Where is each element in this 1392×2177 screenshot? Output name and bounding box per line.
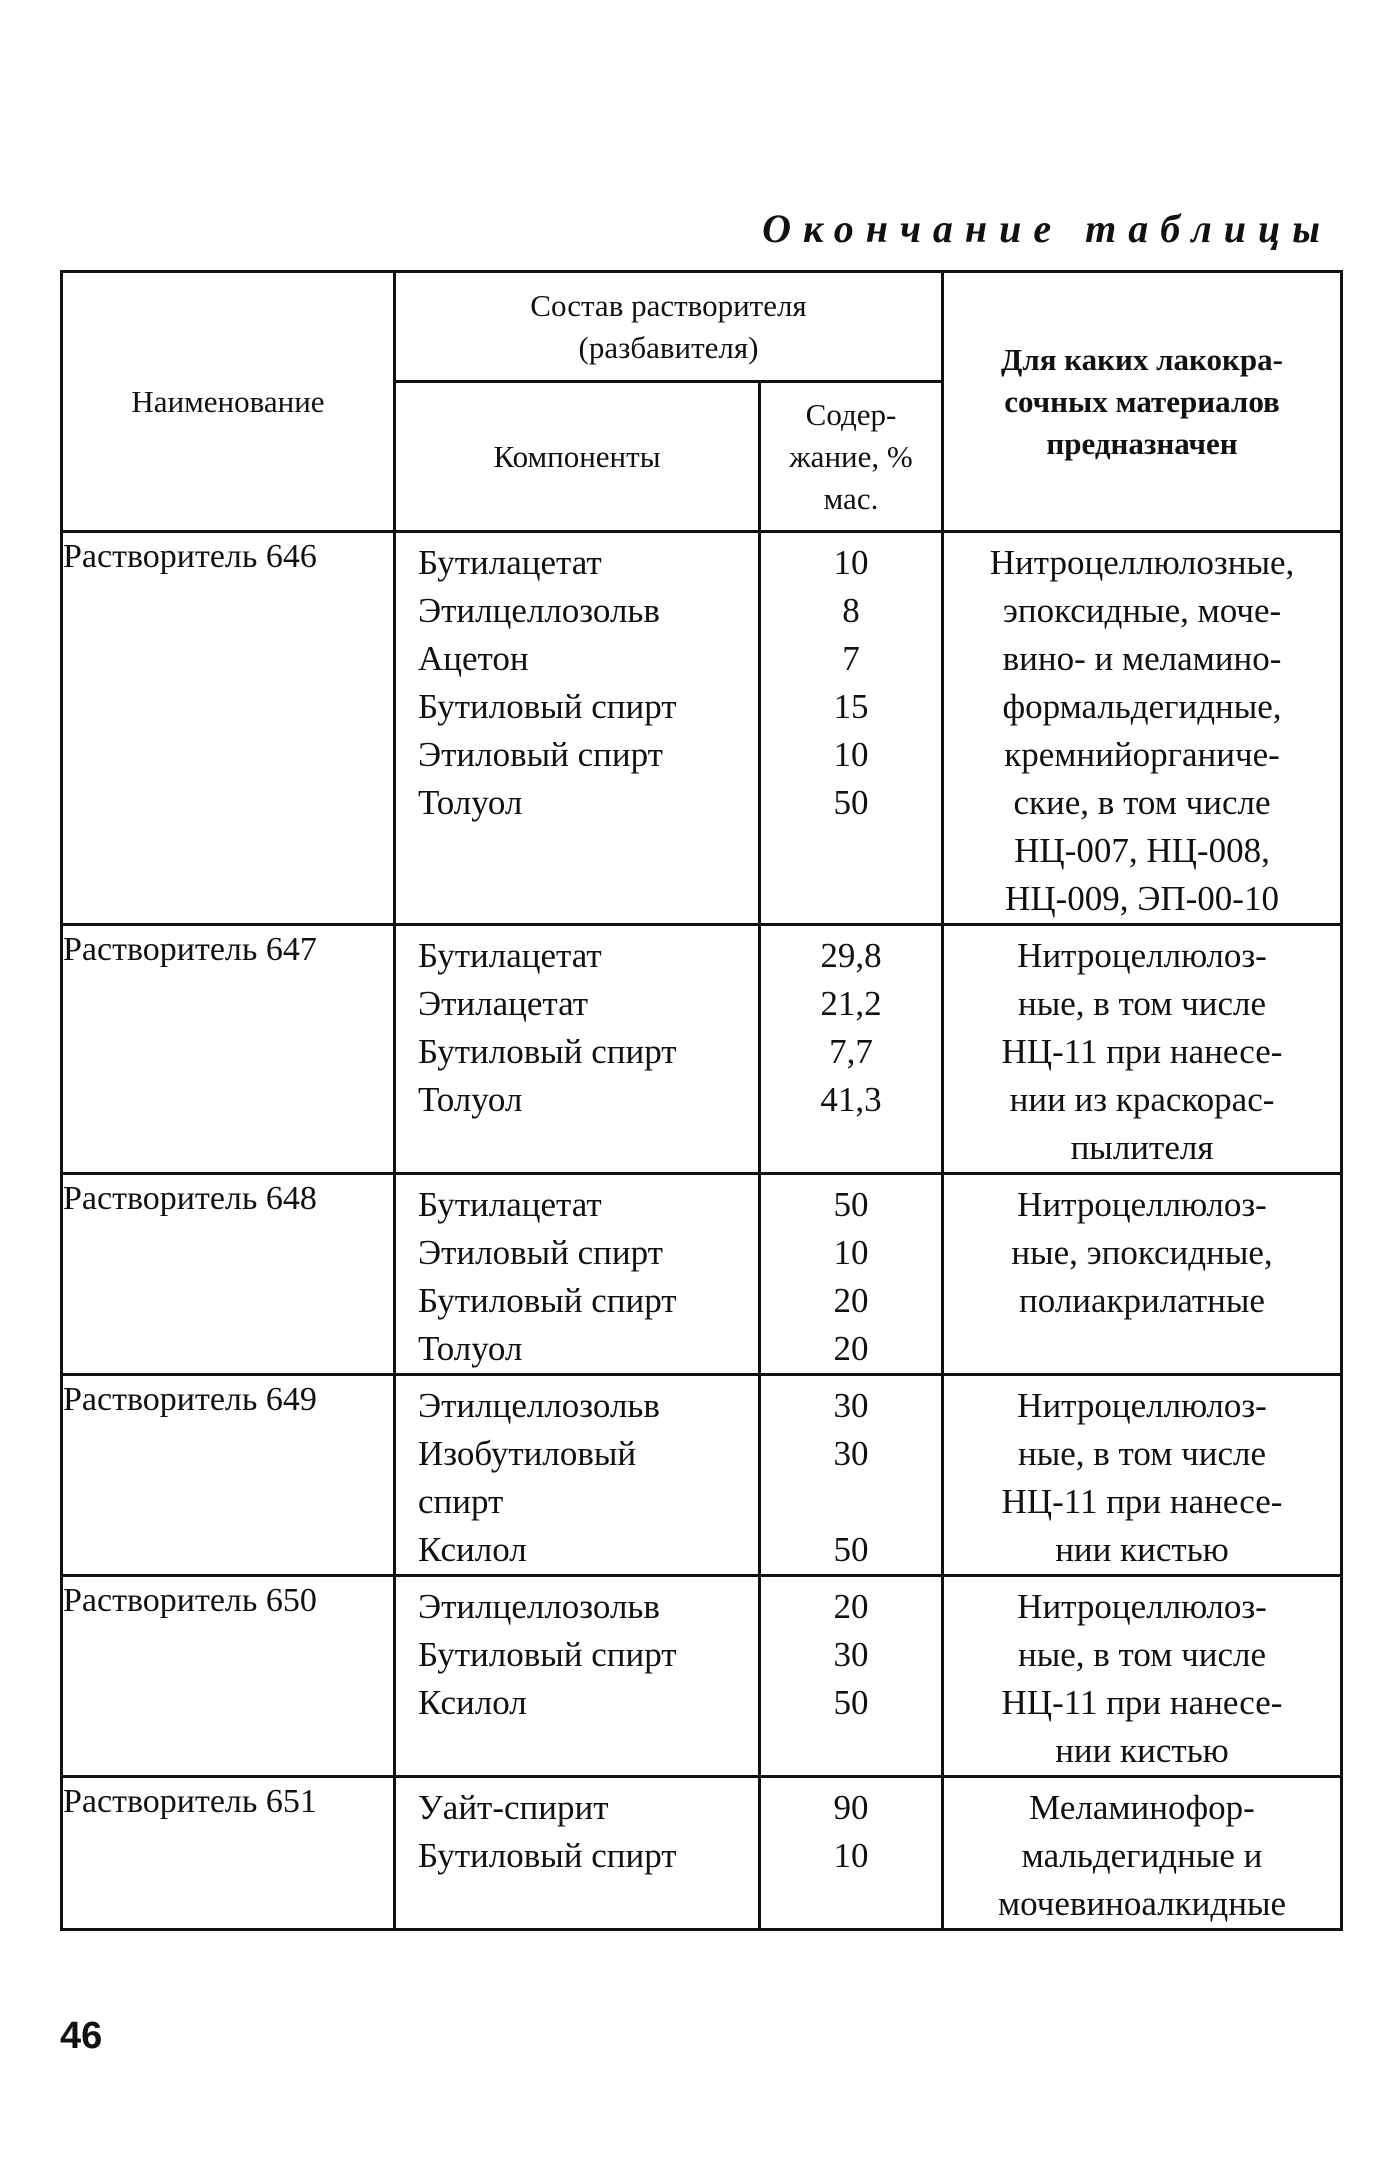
content-value: 21,2 [820, 984, 882, 1023]
purpose-line: Нитроцеллюлозные, [989, 543, 1295, 582]
content-value: 10 [833, 543, 869, 582]
content-value: 10 [833, 1836, 869, 1875]
row-purpose [943, 532, 1342, 925]
purpose-line: полиакрилатные [1019, 1281, 1265, 1320]
purpose-line: ные, в том числе [1018, 1434, 1266, 1473]
table-body [62, 532, 1342, 1930]
row-name: Растворитель 651 [62, 1777, 395, 1930]
component: Бутиловый спирт [418, 1836, 677, 1875]
component: Бутилацетат [418, 543, 602, 582]
row-content [760, 1174, 943, 1375]
component: спирт [418, 1482, 504, 1521]
purpose-line: НЦ-007, НЦ-008, [1014, 831, 1270, 870]
content-value: 30 [833, 1386, 869, 1425]
component: Этилацетат [418, 984, 589, 1023]
row-components [395, 925, 760, 1174]
content-value: 90 [833, 1788, 869, 1827]
content-value: 7 [842, 639, 860, 678]
purpose-line: Нитроцеллюлоз- [1017, 936, 1267, 975]
component: Бутиловый спирт [418, 1281, 677, 1320]
row-content [760, 532, 943, 925]
table-row [62, 1777, 1342, 1930]
row-components [395, 1375, 760, 1576]
component: Бутилацетат [418, 1185, 602, 1224]
component: Этиловый спирт [418, 1233, 663, 1272]
row-name: Растворитель 649 [62, 1375, 395, 1576]
purpose-line: НЦ-11 при нанесе- [1001, 1032, 1283, 1071]
row-purpose [943, 1375, 1342, 1576]
row-purpose [943, 1174, 1342, 1375]
table-row [62, 1174, 1342, 1375]
row-purpose [943, 925, 1342, 1174]
purpose-line: НЦ-11 при нанесе- [1001, 1683, 1283, 1722]
content-value: 20 [833, 1329, 869, 1368]
table-continuation-caption: Окончание таблицы [762, 206, 1332, 251]
row-components [395, 1174, 760, 1375]
header-name: Наименование [62, 272, 395, 532]
row-components [395, 1576, 760, 1777]
component: Изобутиловый [418, 1434, 637, 1473]
row-components [395, 1777, 760, 1930]
content-value [761, 1478, 941, 1526]
table-row [62, 1375, 1342, 1576]
purpose-line: мальдегидные и [1021, 1836, 1263, 1875]
page-number: 46 [60, 2015, 103, 2057]
row-name: Растворитель 646 [62, 532, 395, 925]
row-name: Растворитель 647 [62, 925, 395, 1174]
purpose-line: мочевиноалкидные [998, 1884, 1286, 1923]
purpose-line: вино- и меламино- [1002, 639, 1282, 678]
row-purpose [943, 1777, 1342, 1930]
component: Толуол [418, 783, 523, 822]
component: Толуол [418, 1329, 523, 1368]
content-value: 50 [833, 1530, 869, 1569]
component: Ацетон [418, 639, 529, 678]
content-value: 7,7 [829, 1032, 873, 1071]
component: Этилцеллозольв [418, 1386, 660, 1425]
purpose-line: Нитроцеллюлоз- [1017, 1185, 1267, 1224]
row-content [760, 1576, 943, 1777]
content-value: 10 [833, 735, 869, 774]
component: Бутиловый спирт [418, 1635, 677, 1674]
component: Уайт-спирит [418, 1788, 609, 1827]
purpose-line: Нитроцеллюлоз- [1017, 1587, 1267, 1626]
purpose-line: ские, в том числе [1013, 783, 1271, 822]
content-value: 20 [833, 1587, 869, 1626]
purpose-line: Нитроцеллюлоз- [1017, 1386, 1267, 1425]
purpose-line: нии из краскорас- [1009, 1080, 1275, 1119]
row-purpose [943, 1576, 1342, 1777]
purpose-line: ные, эпоксидные, [1011, 1233, 1273, 1272]
content-value: 30 [833, 1635, 869, 1674]
content-value: 30 [833, 1434, 869, 1473]
purpose-line: НЦ-009, ЭП-00-10 [1005, 879, 1279, 918]
component: Ксилол [418, 1683, 527, 1722]
header-components: Компоненты [395, 382, 760, 532]
component: Ксилол [418, 1530, 527, 1569]
content-value: 50 [833, 1683, 869, 1722]
row-content [760, 1375, 943, 1576]
header-content: Содер- жание, % мас. [760, 382, 943, 532]
row-name: Растворитель 650 [62, 1576, 395, 1777]
content-value: 29,8 [820, 936, 882, 975]
solvent-table [60, 270, 1343, 1931]
content-value: 41,3 [820, 1080, 882, 1119]
table-row [62, 1576, 1342, 1777]
content-value: 50 [833, 783, 869, 822]
purpose-line: нии кистью [1055, 1530, 1229, 1569]
component: Толуол [418, 1080, 523, 1119]
row-components [395, 532, 760, 925]
table-row [62, 925, 1342, 1174]
purpose-line: Меламинофор- [1029, 1788, 1255, 1827]
row-content [760, 1777, 943, 1930]
purpose-line: пылителя [1070, 1128, 1214, 1167]
purpose-line: эпоксидные, моче- [1002, 591, 1282, 630]
content-value: 20 [833, 1281, 869, 1320]
header-composition: Состав растворителя (разбавителя) [395, 272, 943, 382]
purpose-line: ные, в том числе [1018, 1635, 1266, 1674]
table-row [62, 532, 1342, 925]
purpose-line: формальдегидные, [1002, 687, 1282, 726]
component: Этилцеллозольв [418, 591, 660, 630]
purpose-line: НЦ-11 при нанесе- [1001, 1482, 1283, 1521]
component: Бутилацетат [418, 936, 602, 975]
purpose-line: кремнийорганиче- [1004, 735, 1280, 774]
header-purpose: Для каких лакокра- сочных материалов предназначен [943, 272, 1342, 532]
component: Этилцеллозольв [418, 1587, 660, 1626]
content-value: 8 [842, 591, 860, 630]
component: Этиловый спирт [418, 735, 663, 774]
row-content [760, 925, 943, 1174]
content-value: 50 [833, 1185, 869, 1224]
content-value: 10 [833, 1233, 869, 1272]
row-name: Растворитель 648 [62, 1174, 395, 1375]
component: Бутиловый спирт [418, 1032, 677, 1071]
content-value: 15 [833, 687, 869, 726]
purpose-line: нии кистью [1055, 1731, 1229, 1770]
purpose-line: ные, в том числе [1018, 984, 1266, 1023]
component: Бутиловый спирт [418, 687, 677, 726]
